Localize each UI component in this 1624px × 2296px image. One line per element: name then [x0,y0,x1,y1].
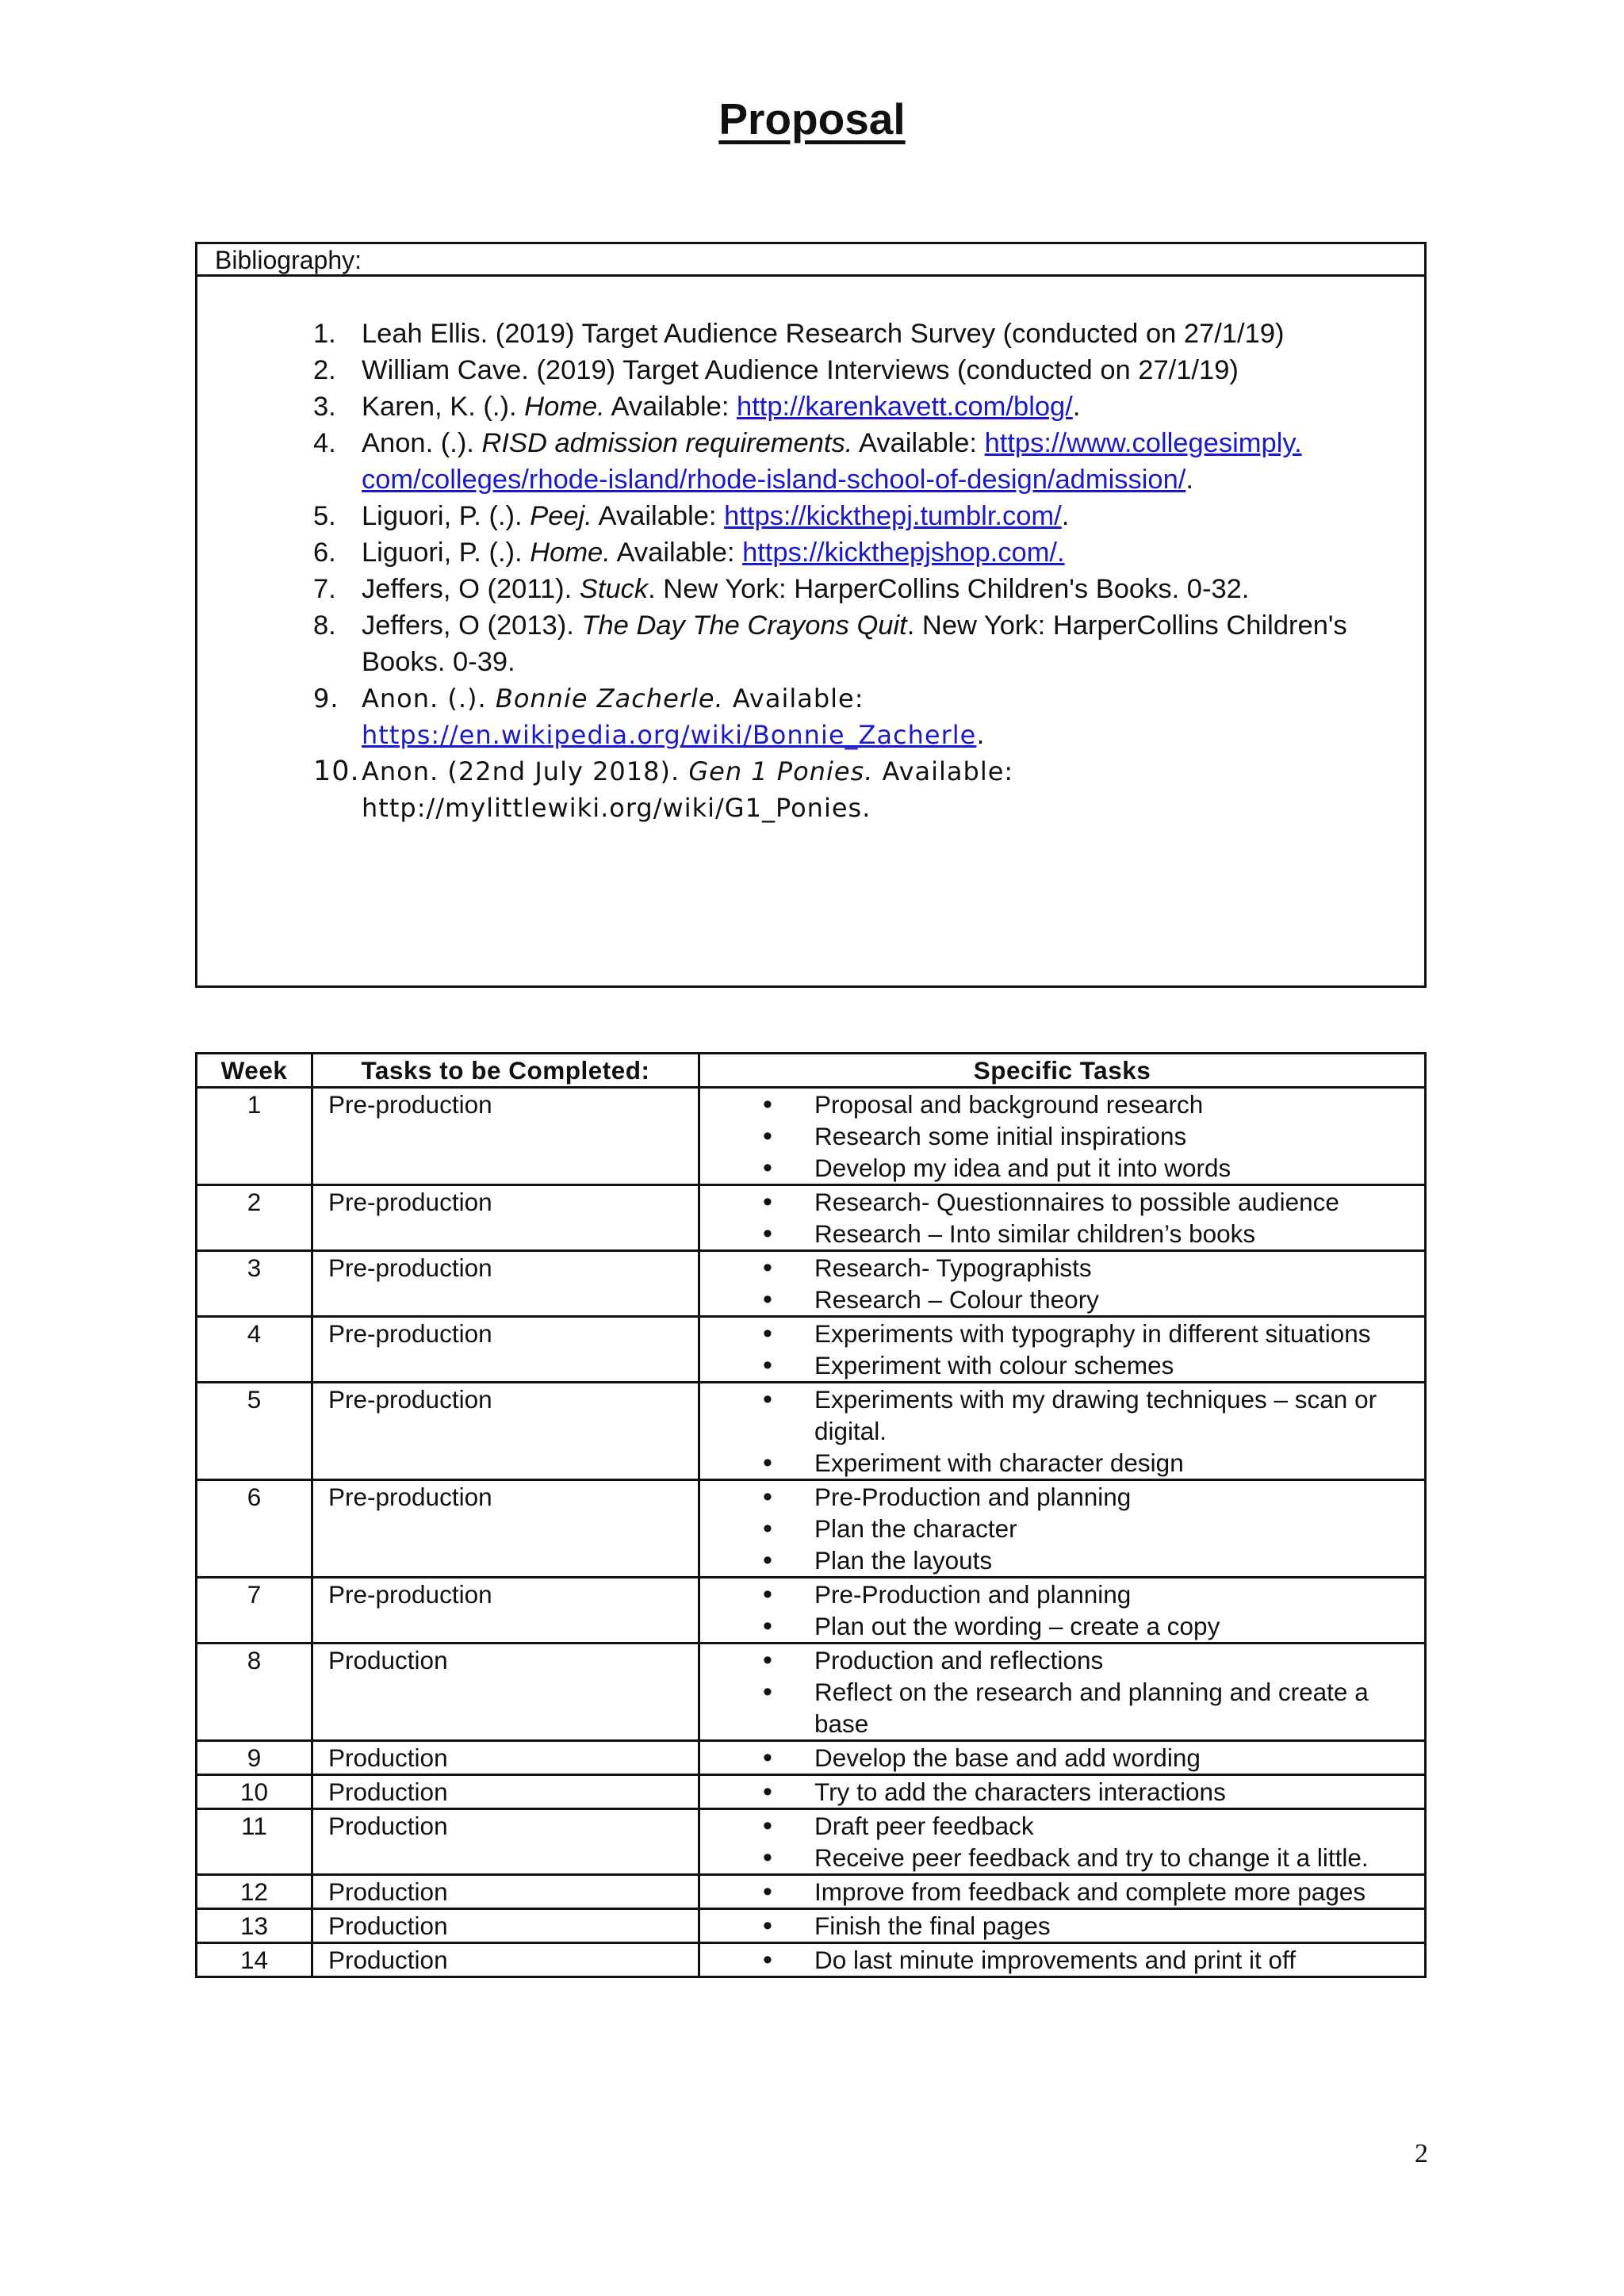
entry-author: Anon. (.). [362,683,496,714]
schedule-row [197,1809,1426,1875]
specific-tasks-cell [699,1943,1426,1977]
entry-number: 5. [313,501,336,531]
schedule-row [197,1088,1426,1185]
task-cell: Production [312,1809,699,1875]
week-cell: 9 [197,1741,312,1775]
bibliography-entry [197,571,1424,607]
week-cell: 13 [197,1909,312,1943]
entry-number: 6. [313,538,336,568]
entry-title: Home. [524,392,605,422]
bibliography-entry [197,388,1424,425]
specific-tasks-cell [699,1578,1426,1644]
specific-task-item: • Pre-Production and planning [700,1481,1424,1513]
specific-task-list [700,1089,1424,1184]
entry-number: 2. [313,355,336,385]
schedule-table [195,1052,1427,1978]
schedule-row [197,1578,1426,1644]
task-cell: Production [312,1909,699,1943]
entry-text: Leah Ellis. (2019) Target Audience Research Survey (conducted on 27/1/19) [362,319,1285,349]
specific-task-item: • Reflect on the research and planning and create a base [700,1676,1424,1739]
bibliography-entry [197,680,1424,753]
specific-task-list [700,1252,1424,1315]
schedule-body [197,1088,1426,1977]
task-cell: Pre-production [312,1578,699,1644]
specific-tasks-cell [699,1480,1426,1578]
entry-title: RISD admission requirements. [481,428,853,458]
week-cell: 14 [197,1943,312,1977]
entry-link[interactable]: https://en.wikipedia.org/wiki/Bonnie_Zacherle [362,720,977,750]
week-cell: 3 [197,1251,312,1317]
entry-source: . New York: HarperCollins Children's Books. 0-39. [362,610,1347,677]
entry-link[interactable]: http://karenkavett.com/blog/ [737,392,1073,422]
entry-number: 3. [313,392,336,422]
specific-task-item: • Experiments with typography in different situations [700,1318,1424,1349]
week-cell: 12 [197,1875,312,1909]
bibliography-box [195,242,1427,988]
entry-text: William Cave. (2019) Target Audience Interviews (conducted on 27/1/19) [362,355,1239,385]
week-cell: 1 [197,1088,312,1185]
entry-source: Available: [592,501,725,531]
task-cell: Pre-production [312,1383,699,1480]
entry-title: Home. [530,538,611,568]
bibliography-entry [197,498,1424,534]
specific-task-item: • Research – Into similar children’s books [700,1218,1424,1249]
specific-task-item: • Finish the final pages [700,1910,1424,1942]
header-specific-tasks: Specific Tasks [699,1054,1426,1088]
task-cell: Pre-production [312,1185,699,1251]
week-cell: 4 [197,1317,312,1383]
specific-tasks-cell [699,1875,1426,1909]
entry-number: 7. [313,574,336,604]
page-title: Proposal [718,94,906,144]
entry-source: Available: [610,538,743,568]
specific-task-item: • Pre-Production and planning [700,1578,1424,1610]
specific-tasks-cell [699,1317,1426,1383]
specific-task-list [700,1742,1424,1774]
bibliography-list [197,316,1424,826]
specific-tasks-cell [699,1909,1426,1943]
entry-author: Anon. (.). [362,428,482,458]
week-cell: 11 [197,1809,312,1875]
entry-end: . [1061,501,1070,531]
task-cell: Pre-production [312,1088,699,1185]
schedule-row [197,1741,1426,1775]
entry-end: . [1185,465,1193,495]
specific-tasks-cell [699,1251,1426,1317]
entry-number: 9. [313,683,339,714]
specific-task-item: • Proposal and background research [700,1089,1424,1120]
specific-task-list [700,1876,1424,1908]
specific-task-item: • Plan out the wording – create a copy [700,1610,1424,1642]
specific-task-item: • Research some initial inspirations [700,1120,1424,1152]
specific-task-item: • Develop my idea and put it into words [700,1152,1424,1184]
specific-tasks-cell [699,1383,1426,1480]
entry-source: Available: [852,428,985,458]
entry-source: Available: [723,683,864,714]
schedule-row [197,1480,1426,1578]
week-cell: 2 [197,1185,312,1251]
week-cell: 8 [197,1644,312,1741]
schedule-row [197,1644,1426,1741]
entry-author: Liguori, P. (.). [362,501,530,531]
specific-tasks-cell [699,1775,1426,1809]
bibliography-entry [197,607,1424,680]
specific-task-item: • Experiment with character design [700,1447,1424,1479]
week-cell: 7 [197,1578,312,1644]
schedule-row [197,1317,1426,1383]
entry-source: Available: [604,392,737,422]
specific-tasks-cell [699,1644,1426,1741]
specific-tasks-cell [699,1809,1426,1875]
specific-task-list [700,1776,1424,1808]
specific-task-item: • Research- Typographists [700,1252,1424,1284]
specific-task-item: • Plan the layouts [700,1544,1424,1576]
bibliography-entry [197,316,1424,352]
specific-task-item: • Try to add the characters interactions [700,1776,1424,1808]
entry-title: Stuck [579,574,649,604]
entry-number: 4. [313,428,336,458]
entry-end: . [976,720,986,750]
entry-link[interactable]: https://www.collegesimply.com/colleges/rhode-island/rhode-island-school-of-design/admission/ [362,428,1302,495]
task-cell: Production [312,1943,699,1977]
specific-task-item: • Experiments with my drawing techniques – scan or digital. [700,1383,1424,1447]
specific-task-item: • Develop the base and add wording [700,1742,1424,1774]
specific-task-item: • Production and reflections [700,1644,1424,1676]
specific-tasks-cell [699,1088,1426,1185]
specific-tasks-cell [699,1185,1426,1251]
entry-end: . [1072,392,1081,422]
specific-task-list [700,1318,1424,1381]
specific-task-list [700,1578,1424,1642]
entry-author: Jeffers, O (2013). [362,610,582,641]
bibliography-header: Bibliography: [197,244,1424,277]
schedule-row [197,1251,1426,1317]
task-cell: Production [312,1741,699,1775]
entry-source: Available: http://mylittlewiki.org/wiki/G1_Ponies. [362,756,1014,823]
week-cell: 5 [197,1383,312,1480]
entry-title: The Day The Crayons Quit [581,610,907,641]
specific-tasks-cell [699,1741,1426,1775]
task-cell: Pre-production [312,1480,699,1578]
specific-task-list [700,1383,1424,1479]
schedule-header-row [197,1054,1426,1088]
entry-link[interactable]: https://kickthepj.tumblr.com/ [724,501,1062,531]
specific-task-item: • Receive peer feedback and try to change it a little. [700,1842,1424,1873]
task-cell: Pre-production [312,1251,699,1317]
task-cell: Production [312,1875,699,1909]
specific-task-list [700,1944,1424,1976]
entry-author: Liguori, P. (.). [362,538,530,568]
specific-task-item: • Draft peer feedback [700,1810,1424,1842]
entry-number: 8. [313,610,336,641]
entry-title: Peej. [530,501,592,531]
specific-task-list [700,1644,1424,1739]
entry-link[interactable]: https://kickthepjshop.com/. [742,538,1065,568]
entry-number: 10. [313,756,360,787]
specific-task-item: • Do last minute improvements and print it off [700,1944,1424,1976]
specific-task-list [700,1186,1424,1249]
specific-task-list [700,1810,1424,1873]
entry-title: Bonnie Zacherle. [495,683,724,714]
bibliography-entry [197,753,1424,826]
specific-task-item: • Plan the character [700,1513,1424,1544]
specific-task-item: • Experiment with colour schemes [700,1349,1424,1381]
entry-author: Karen, K. (.). [362,392,525,422]
schedule-row [197,1875,1426,1909]
bibliography-entry [197,425,1424,498]
schedule-row [197,1943,1426,1977]
schedule-row [197,1185,1426,1251]
specific-task-list [700,1910,1424,1942]
task-cell: Production [312,1644,699,1741]
schedule-row [197,1909,1426,1943]
schedule-row [197,1383,1426,1480]
specific-task-item: • Improve from feedback and complete more pages [700,1876,1424,1908]
entry-title: Gen 1 Ponies. [688,756,874,786]
specific-task-item: • Research – Colour theory [700,1284,1424,1315]
page-number: 2 [1415,2139,1428,2168]
entry-author: Jeffers, O (2011). [362,574,580,604]
schedule-row [197,1775,1426,1809]
entry-author: Anon. (22nd July 2018). [362,756,689,786]
header-week: Week [197,1054,312,1088]
specific-task-list [700,1481,1424,1576]
bibliography-entry [197,352,1424,388]
bibliography-entry [197,534,1424,571]
task-cell: Pre-production [312,1317,699,1383]
header-tasks: Tasks to be Completed: [312,1054,699,1088]
specific-task-item: • Research- Questionnaires to possible audience [700,1186,1424,1218]
task-cell: Production [312,1775,699,1809]
week-cell: 6 [197,1480,312,1578]
entry-number: 1. [313,319,336,349]
week-cell: 10 [197,1775,312,1809]
entry-source: . New York: HarperCollins Children's Books. 0-32. [648,574,1250,604]
